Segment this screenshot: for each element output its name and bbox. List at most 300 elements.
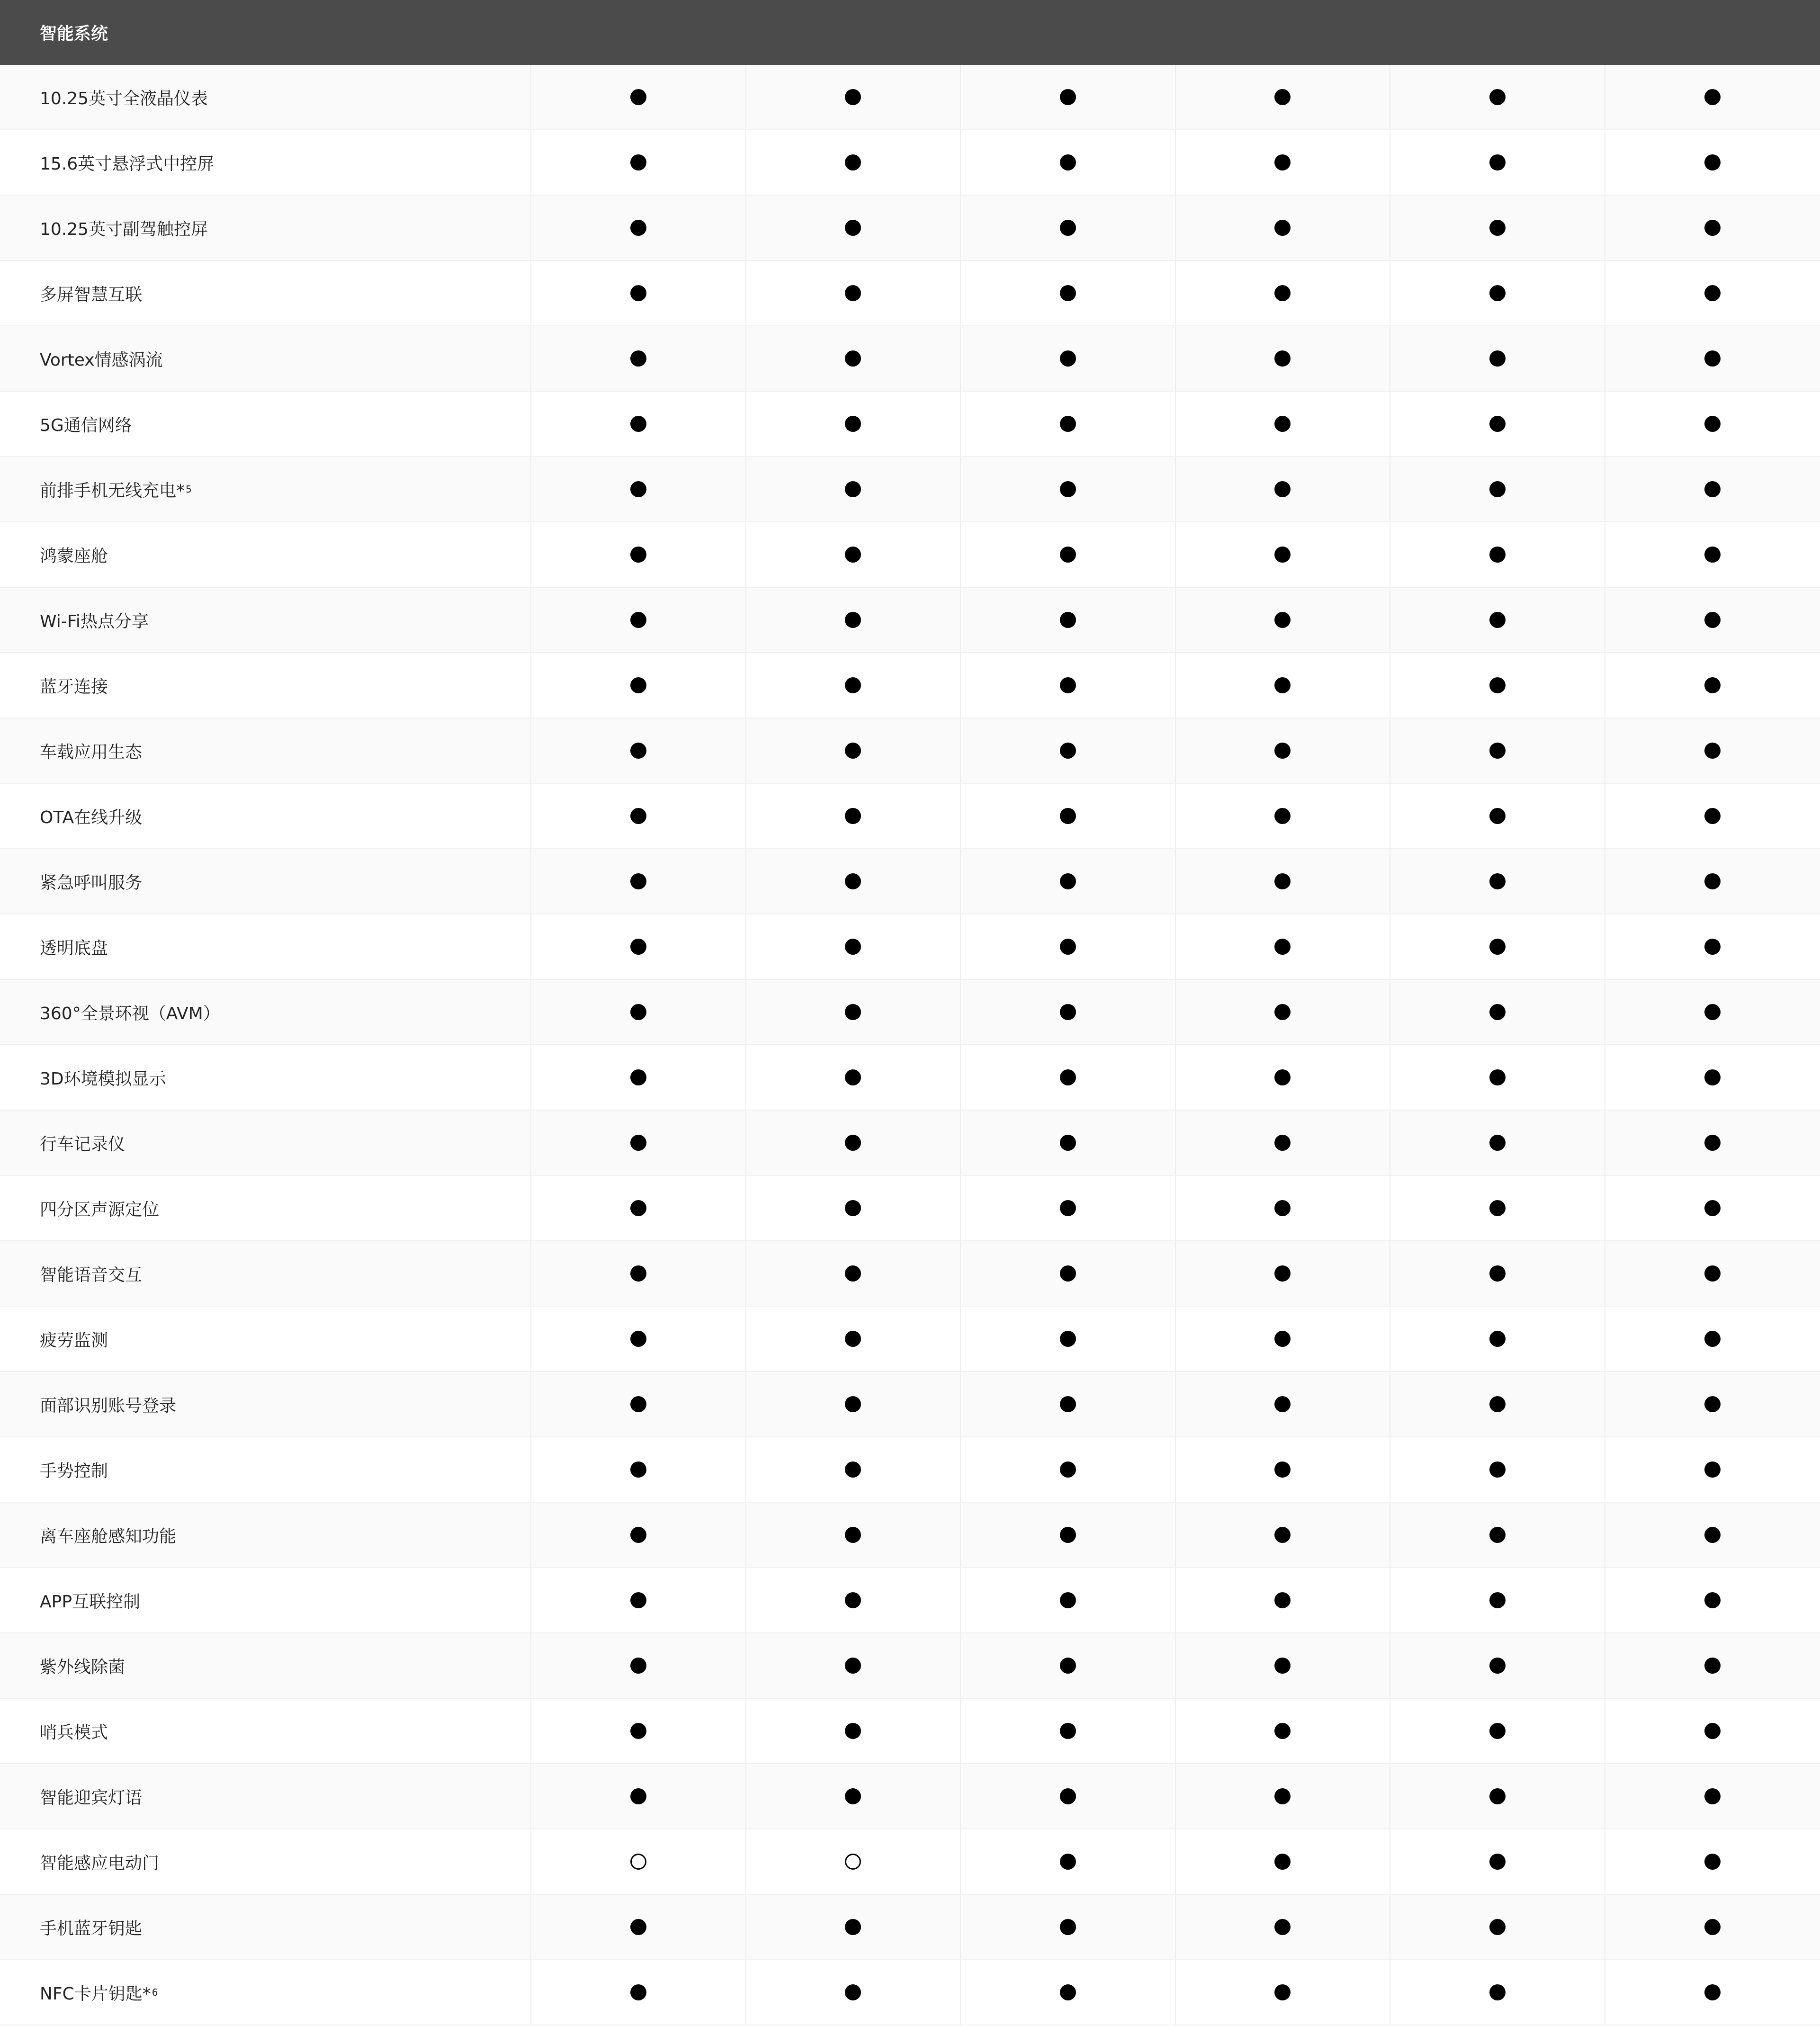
value-cell — [1390, 1895, 1605, 1959]
feature-label — [0, 1503, 531, 1567]
spec-row — [0, 522, 1820, 588]
value-cell — [1605, 1307, 1820, 1371]
standard-filled-dot-icon — [845, 1461, 861, 1478]
value-cell — [746, 261, 961, 325]
standard-filled-dot-icon — [1274, 547, 1291, 563]
value-cell — [1176, 1307, 1391, 1371]
value-cell — [1390, 130, 1605, 195]
value-cell — [531, 1503, 746, 1567]
value-cell — [961, 1437, 1176, 1502]
standard-filled-dot-icon — [630, 1200, 646, 1216]
value-cell — [1390, 914, 1605, 979]
standard-filled-dot-icon — [1274, 1658, 1291, 1674]
value-cell — [746, 130, 961, 195]
value-cell — [746, 1960, 961, 2025]
standard-filled-dot-icon — [630, 481, 646, 497]
feature-label — [0, 914, 531, 979]
standard-filled-dot-icon — [1704, 1854, 1721, 1870]
standard-filled-dot-icon — [1274, 1592, 1291, 1608]
value-cell — [1176, 653, 1391, 717]
spec-row — [0, 980, 1820, 1045]
spec-row — [0, 1764, 1820, 1829]
feature-label — [0, 1176, 531, 1240]
feature-label-text: 手机蓝牙钥匙 — [40, 1918, 143, 1938]
standard-filled-dot-icon — [630, 612, 646, 628]
standard-filled-dot-icon — [630, 873, 646, 889]
standard-filled-dot-icon — [1274, 743, 1291, 759]
feature-label — [0, 1895, 531, 1959]
value-cell — [1390, 1633, 1605, 1698]
value-cell — [1605, 718, 1820, 783]
feature-label-text: 蓝牙连接 — [40, 677, 108, 697]
value-cell — [746, 1176, 961, 1240]
value-cell — [1390, 1045, 1605, 1110]
standard-filled-dot-icon — [1274, 1854, 1291, 1870]
feature-label-text: APP互联控制 — [40, 1592, 141, 1612]
value-cell — [1605, 1960, 1820, 2025]
standard-filled-dot-icon — [630, 1331, 646, 1347]
spec-row — [0, 457, 1820, 522]
standard-filled-dot-icon — [1274, 1919, 1291, 1935]
value-cell — [531, 980, 746, 1044]
value-cell — [1176, 1764, 1391, 1829]
value-cell — [961, 65, 1176, 129]
standard-filled-dot-icon — [1704, 677, 1721, 693]
feature-label-text: 哨兵模式 — [40, 1722, 108, 1742]
value-cell — [531, 522, 746, 587]
section-header — [0, 0, 1820, 65]
value-cell — [531, 1829, 746, 1894]
feature-label-text: 智能语音交互 — [40, 1265, 143, 1285]
value-cell — [1605, 1176, 1820, 1240]
standard-filled-dot-icon — [1489, 1854, 1506, 1870]
standard-filled-dot-icon — [630, 677, 646, 693]
standard-filled-dot-icon — [630, 1984, 646, 2000]
value-cell — [1176, 1176, 1391, 1240]
standard-filled-dot-icon — [1060, 416, 1076, 432]
standard-filled-dot-icon — [1704, 285, 1721, 301]
value-cell — [1176, 1960, 1391, 2025]
value-cell — [1176, 1503, 1391, 1567]
value-cell — [1605, 849, 1820, 914]
value-cell — [1176, 784, 1391, 848]
standard-filled-dot-icon — [630, 220, 646, 236]
value-cell — [531, 1111, 746, 1175]
standard-filled-dot-icon — [845, 873, 861, 889]
value-cell — [746, 1045, 961, 1110]
spec-row — [0, 130, 1820, 196]
feature-label — [0, 1960, 531, 2025]
value-cell — [961, 392, 1176, 456]
feature-label — [0, 653, 531, 717]
standard-filled-dot-icon — [845, 89, 861, 105]
standard-filled-dot-icon — [1704, 808, 1721, 824]
standard-filled-dot-icon — [1704, 1723, 1721, 1739]
spec-row — [0, 196, 1820, 261]
value-cell — [1176, 718, 1391, 783]
standard-filled-dot-icon — [1704, 1331, 1721, 1347]
standard-filled-dot-icon — [1060, 1461, 1076, 1478]
standard-filled-dot-icon — [1274, 939, 1291, 955]
feature-label — [0, 849, 531, 914]
feature-label — [0, 1568, 531, 1632]
value-cell — [1390, 1829, 1605, 1894]
feature-label — [0, 522, 531, 587]
feature-label-text: NFC卡片钥匙* — [40, 1984, 151, 2004]
feature-label-text: 前排手机无线充电* — [40, 481, 185, 501]
standard-filled-dot-icon — [1274, 154, 1291, 170]
standard-filled-dot-icon — [845, 1788, 861, 1804]
value-cell — [746, 326, 961, 391]
value-cell — [1390, 718, 1605, 783]
value-cell — [961, 980, 1176, 1044]
standard-filled-dot-icon — [630, 1527, 646, 1543]
standard-filled-dot-icon — [845, 808, 861, 824]
standard-filled-dot-icon — [1704, 1592, 1721, 1608]
value-cell — [1176, 130, 1391, 195]
standard-filled-dot-icon — [1489, 873, 1506, 889]
standard-filled-dot-icon — [1704, 939, 1721, 955]
standard-filled-dot-icon — [1060, 1919, 1076, 1935]
standard-filled-dot-icon — [1704, 1135, 1721, 1151]
value-cell — [1605, 588, 1820, 652]
standard-filled-dot-icon — [845, 1723, 861, 1739]
value-cell — [1390, 1568, 1605, 1632]
value-cell — [961, 130, 1176, 195]
standard-filled-dot-icon — [845, 677, 861, 693]
spec-row — [0, 1307, 1820, 1372]
value-cell — [531, 1241, 746, 1306]
feature-label — [0, 130, 531, 195]
value-cell — [1605, 196, 1820, 260]
standard-filled-dot-icon — [1489, 285, 1506, 301]
feature-label-text: 四分区声源定位 — [40, 1200, 160, 1219]
footnote-marker: 5 — [186, 484, 192, 495]
standard-filled-dot-icon — [630, 1265, 646, 1282]
value-cell — [1176, 326, 1391, 391]
standard-filled-dot-icon — [630, 285, 646, 301]
standard-filled-dot-icon — [630, 1004, 646, 1020]
standard-filled-dot-icon — [845, 1592, 861, 1608]
feature-label-text: 鸿蒙座舱 — [40, 546, 108, 566]
feature-label — [0, 980, 531, 1044]
standard-filled-dot-icon — [1060, 939, 1076, 955]
standard-filled-dot-icon — [1060, 350, 1076, 367]
value-cell — [531, 457, 746, 521]
value-cell — [1390, 784, 1605, 848]
spec-row — [0, 65, 1820, 130]
spec-row — [0, 718, 1820, 784]
value-cell — [531, 1895, 746, 1959]
standard-filled-dot-icon — [1274, 1527, 1291, 1543]
standard-filled-dot-icon — [1060, 89, 1076, 105]
value-cell — [1176, 261, 1391, 325]
value-cell — [746, 522, 961, 587]
value-cell — [1176, 522, 1391, 587]
value-cell — [746, 914, 961, 979]
feature-label — [0, 718, 531, 783]
value-cell — [961, 784, 1176, 848]
standard-filled-dot-icon — [1489, 677, 1506, 693]
value-cell — [746, 1633, 961, 1698]
standard-filled-dot-icon — [630, 1396, 646, 1412]
value-cell — [1605, 1568, 1820, 1632]
value-cell — [746, 1372, 961, 1436]
value-cell — [961, 653, 1176, 717]
value-cell — [1605, 1111, 1820, 1175]
value-cell — [961, 588, 1176, 652]
value-cell — [1390, 261, 1605, 325]
standard-filled-dot-icon — [1704, 1004, 1721, 1020]
standard-filled-dot-icon — [1489, 154, 1506, 170]
value-cell — [961, 1307, 1176, 1371]
value-cell — [961, 261, 1176, 325]
standard-filled-dot-icon — [1060, 677, 1076, 693]
feature-label — [0, 1111, 531, 1175]
standard-filled-dot-icon — [845, 743, 861, 759]
standard-filled-dot-icon — [1274, 1069, 1291, 1085]
value-cell — [1605, 261, 1820, 325]
spec-row — [0, 1960, 1820, 2026]
value-cell — [1605, 1764, 1820, 1829]
value-cell — [746, 1437, 961, 1502]
value-cell — [1176, 392, 1391, 456]
feature-label — [0, 326, 531, 391]
value-cell — [746, 65, 961, 129]
value-cell — [1176, 1372, 1391, 1436]
spec-row — [0, 1699, 1820, 1764]
standard-filled-dot-icon — [1489, 1984, 1506, 2000]
standard-filled-dot-icon — [1274, 285, 1291, 301]
feature-label-text: 透明底盘 — [40, 938, 108, 958]
standard-filled-dot-icon — [1274, 1984, 1291, 2000]
value-cell — [1605, 1437, 1820, 1502]
spec-row — [0, 1437, 1820, 1503]
value-cell — [746, 196, 961, 260]
value-cell — [531, 849, 746, 914]
spec-row — [0, 1372, 1820, 1437]
value-cell — [1176, 1437, 1391, 1502]
standard-filled-dot-icon — [1704, 873, 1721, 889]
value-cell — [1390, 980, 1605, 1044]
standard-filled-dot-icon — [1060, 1069, 1076, 1085]
standard-filled-dot-icon — [845, 1919, 861, 1935]
value-cell — [1176, 1111, 1391, 1175]
standard-filled-dot-icon — [1489, 1069, 1506, 1085]
value-cell — [746, 1307, 961, 1371]
feature-label-text: 智能感应电动门 — [40, 1853, 160, 1873]
value-cell — [746, 1503, 961, 1567]
value-cell — [531, 1960, 746, 2025]
standard-filled-dot-icon — [630, 350, 646, 367]
value-cell — [746, 392, 961, 456]
standard-filled-dot-icon — [1704, 1265, 1721, 1282]
value-cell — [746, 1764, 961, 1829]
feature-label — [0, 1764, 531, 1829]
spec-row — [0, 1241, 1820, 1307]
standard-filled-dot-icon — [845, 1069, 861, 1085]
feature-label-text: 手势控制 — [40, 1461, 108, 1481]
standard-filled-dot-icon — [1704, 416, 1721, 432]
standard-filled-dot-icon — [1060, 481, 1076, 497]
value-cell — [531, 784, 746, 848]
standard-filled-dot-icon — [845, 1396, 861, 1412]
standard-filled-dot-icon — [630, 1658, 646, 1674]
feature-label-text: 15.6英寸悬浮式中控屏 — [40, 154, 215, 174]
feature-label — [0, 1699, 531, 1763]
feature-label-text: Wi-Fi热点分享 — [40, 611, 149, 631]
value-cell — [1176, 588, 1391, 652]
value-cell — [1390, 1503, 1605, 1567]
feature-label-text: 行车记录仪 — [40, 1134, 126, 1154]
value-cell — [961, 1503, 1176, 1567]
value-cell — [531, 392, 746, 456]
standard-filled-dot-icon — [1060, 1135, 1076, 1151]
value-cell — [961, 1895, 1176, 1959]
standard-filled-dot-icon — [1489, 1788, 1506, 1804]
value-cell — [746, 718, 961, 783]
footnote-marker: 6 — [152, 1987, 158, 1998]
feature-label-text: 360°全景环视（AVM） — [40, 1004, 220, 1023]
standard-filled-dot-icon — [1274, 1396, 1291, 1412]
value-cell — [1390, 392, 1605, 456]
value-cell — [531, 130, 746, 195]
value-cell — [746, 653, 961, 717]
standard-filled-dot-icon — [1489, 1004, 1506, 1020]
value-cell — [1390, 849, 1605, 914]
spec-row — [0, 914, 1820, 980]
value-cell — [1176, 849, 1391, 914]
standard-filled-dot-icon — [1489, 1135, 1506, 1151]
standard-filled-dot-icon — [1060, 1723, 1076, 1739]
standard-filled-dot-icon — [1060, 1527, 1076, 1543]
value-cell — [961, 849, 1176, 914]
standard-filled-dot-icon — [1704, 350, 1721, 367]
standard-filled-dot-icon — [845, 416, 861, 432]
value-cell — [1390, 653, 1605, 717]
value-cell — [961, 1960, 1176, 2025]
value-cell — [531, 326, 746, 391]
standard-filled-dot-icon — [1489, 89, 1506, 105]
feature-label-text: 多屏智慧互联 — [40, 285, 143, 305]
value-cell — [1605, 457, 1820, 521]
standard-filled-dot-icon — [845, 612, 861, 628]
standard-filled-dot-icon — [1704, 89, 1721, 105]
spec-row — [0, 1633, 1820, 1699]
value-cell — [1605, 65, 1820, 129]
value-cell — [746, 1241, 961, 1306]
value-cell — [531, 261, 746, 325]
feature-label-text: 紧急呼叫服务 — [40, 873, 143, 893]
standard-filled-dot-icon — [630, 1788, 646, 1804]
value-cell — [961, 1699, 1176, 1763]
value-cell — [1176, 1895, 1391, 1959]
standard-filled-dot-icon — [845, 1004, 861, 1020]
standard-filled-dot-icon — [1274, 677, 1291, 693]
standard-filled-dot-icon — [1060, 1854, 1076, 1870]
value-cell — [746, 588, 961, 652]
value-cell — [1605, 914, 1820, 979]
standard-filled-dot-icon — [1489, 612, 1506, 628]
value-cell — [1176, 1045, 1391, 1110]
value-cell — [1176, 1633, 1391, 1698]
value-cell — [961, 1568, 1176, 1632]
value-cell — [1390, 1960, 1605, 2025]
value-cell — [1605, 522, 1820, 587]
standard-filled-dot-icon — [630, 89, 646, 105]
standard-filled-dot-icon — [1489, 1658, 1506, 1674]
standard-filled-dot-icon — [630, 1461, 646, 1478]
value-cell — [531, 196, 746, 260]
feature-label-text: OTA在线升级 — [40, 807, 143, 827]
value-cell — [531, 653, 746, 717]
value-cell — [1605, 980, 1820, 1044]
value-cell — [1176, 1241, 1391, 1306]
value-cell — [961, 1633, 1176, 1698]
standard-filled-dot-icon — [1060, 1265, 1076, 1282]
value-cell — [1605, 326, 1820, 391]
standard-filled-dot-icon — [1060, 1331, 1076, 1347]
standard-filled-dot-icon — [845, 285, 861, 301]
value-cell — [1390, 65, 1605, 129]
standard-filled-dot-icon — [1704, 220, 1721, 236]
standard-filled-dot-icon — [1274, 481, 1291, 497]
standard-filled-dot-icon — [845, 1984, 861, 2000]
standard-filled-dot-icon — [1060, 743, 1076, 759]
standard-filled-dot-icon — [1489, 481, 1506, 497]
standard-filled-dot-icon — [1704, 612, 1721, 628]
value-cell — [961, 522, 1176, 587]
standard-filled-dot-icon — [845, 350, 861, 367]
standard-filled-dot-icon — [1704, 1396, 1721, 1412]
standard-filled-dot-icon — [1704, 743, 1721, 759]
standard-filled-dot-icon — [1060, 1004, 1076, 1020]
value-cell — [1390, 1372, 1605, 1436]
feature-label — [0, 784, 531, 848]
value-cell — [1605, 1372, 1820, 1436]
value-cell — [1605, 1241, 1820, 1306]
standard-filled-dot-icon — [845, 1265, 861, 1282]
feature-label — [0, 588, 531, 652]
standard-filled-dot-icon — [1704, 1527, 1721, 1543]
standard-filled-dot-icon — [1274, 1004, 1291, 1020]
value-cell — [1605, 653, 1820, 717]
feature-label — [0, 1437, 531, 1502]
value-cell — [531, 718, 746, 783]
feature-label — [0, 261, 531, 325]
standard-filled-dot-icon — [1274, 1135, 1291, 1151]
standard-filled-dot-icon — [630, 808, 646, 824]
standard-filled-dot-icon — [1704, 1200, 1721, 1216]
standard-filled-dot-icon — [1060, 1592, 1076, 1608]
standard-filled-dot-icon — [845, 1135, 861, 1151]
feature-label-text: 离车座舱感知功能 — [40, 1526, 177, 1546]
standard-filled-dot-icon — [1274, 1265, 1291, 1282]
standard-filled-dot-icon — [1489, 1723, 1506, 1739]
standard-filled-dot-icon — [1274, 416, 1291, 432]
value-cell — [531, 65, 746, 129]
value-cell — [746, 1111, 961, 1175]
feature-label — [0, 1045, 531, 1110]
standard-filled-dot-icon — [845, 1658, 861, 1674]
value-cell — [1390, 1764, 1605, 1829]
value-cell — [1605, 1045, 1820, 1110]
standard-filled-dot-icon — [1274, 1461, 1291, 1478]
value-cell — [1390, 588, 1605, 652]
value-cell — [746, 849, 961, 914]
standard-filled-dot-icon — [1489, 1200, 1506, 1216]
value-cell — [961, 914, 1176, 979]
